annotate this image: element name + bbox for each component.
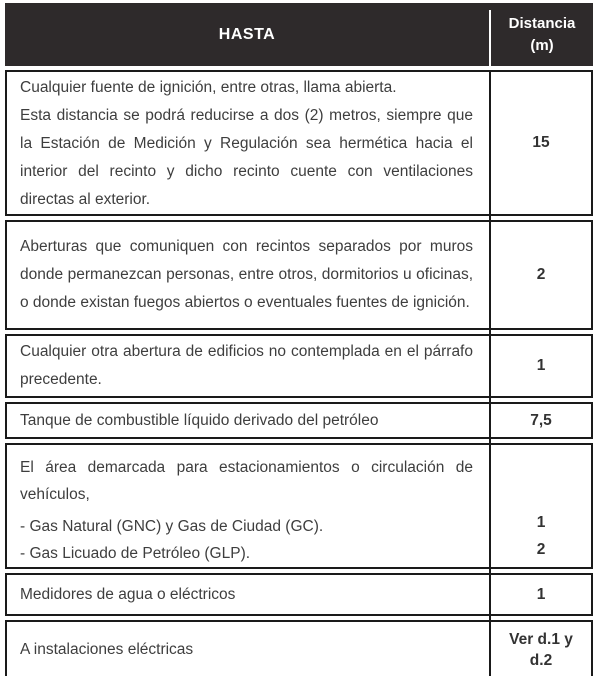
row-description xyxy=(7,336,489,396)
column-divider xyxy=(489,70,491,676)
row-paragraph: Tanque de combustible líquido derivado del petróleo xyxy=(20,411,379,429)
table-row-aberturas-recintos xyxy=(5,220,593,330)
distance-value: 15 xyxy=(489,72,591,214)
row-paragraph: Cualquier otra abertura de edificios no contemplada en el párrafo precedente. xyxy=(20,343,473,388)
distance-table xyxy=(5,3,593,676)
row-paragraph: Medidores de agua o eléctricos xyxy=(20,585,236,603)
distance-value-glp: 2 xyxy=(536,541,546,558)
distance-value: 1 xyxy=(489,336,591,396)
table-row-tanque-combustible xyxy=(5,402,593,439)
row-paragraph: El área demarcada para estacionamientos o circulación de vehículos, xyxy=(20,459,473,503)
distance-value-text: Ver d.1 y d.2 xyxy=(509,630,573,669)
row-paragraph: Esta distancia se podrá reducirse a dos (2) metros, siempre que la Estación de Medición y Regulación sea hermética hacia el interior del recinto y dicho recinto cuente con ventilaciones directas al exterior. xyxy=(20,107,473,208)
table-row-otra-abertura xyxy=(5,334,593,398)
table-body xyxy=(5,70,593,676)
row-description xyxy=(7,575,489,614)
distance-value-gnc-gc: 1 xyxy=(536,514,546,531)
row-description xyxy=(7,222,489,328)
row-paragraph: Aberturas que comuniquen con recintos separados por muros donde permanezcan personas, entre otros, dormitorios u oficinas, o donde existan fuegos abiertos o eventuales fuentes de ignición. xyxy=(20,238,473,311)
column-header-hasta: HASTA xyxy=(218,25,276,43)
table-row-estacionamientos xyxy=(5,443,593,569)
distance-value: 2 xyxy=(489,222,591,328)
table-row-medidores xyxy=(5,573,593,616)
distance-value xyxy=(489,622,591,676)
sub-item-glp: - Gas Licuado de Petróleo (GLP). xyxy=(20,545,251,562)
row-paragraph: A instalaciones eléctricas xyxy=(20,640,194,658)
row-description xyxy=(7,404,489,437)
row-description xyxy=(7,72,489,214)
row-description xyxy=(7,445,489,567)
distance-value: 1 xyxy=(489,575,591,614)
table-header xyxy=(5,3,593,66)
row-paragraph: Cualquier fuente de ignición, entre otras, llama abierta. xyxy=(20,79,397,96)
row-sub-items xyxy=(20,513,473,567)
column-header-distancia: Distancia (m) xyxy=(508,14,576,54)
row-description xyxy=(7,622,489,676)
distance-value-group xyxy=(489,445,591,567)
sub-item-gnc-gc: - Gas Natural (GNC) y Gas de Ciudad (GC). xyxy=(20,518,324,535)
distance-value: 7,5 xyxy=(489,404,591,437)
table-row-fuente-ignicion xyxy=(5,70,593,216)
table-row-instalaciones-electricas xyxy=(5,620,593,676)
